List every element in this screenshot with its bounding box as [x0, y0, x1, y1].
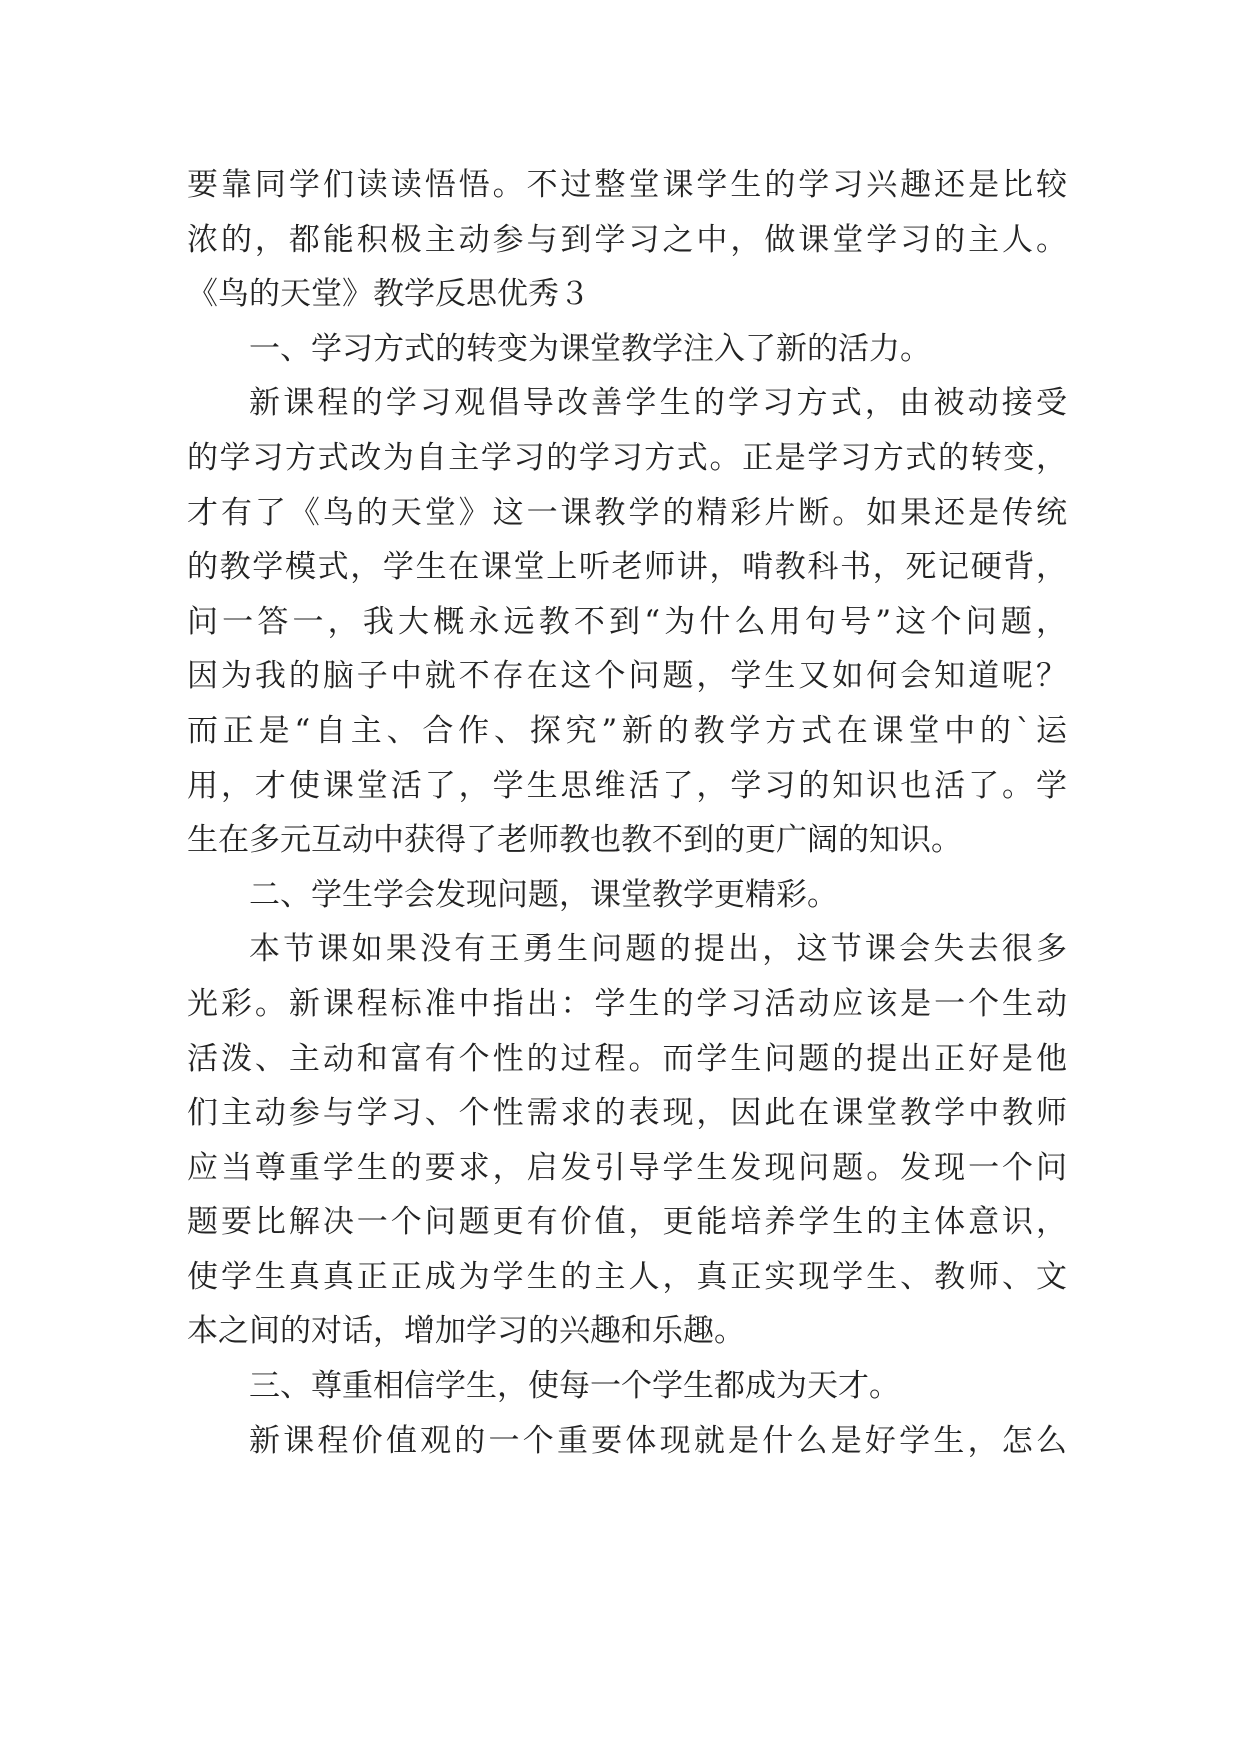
text-line: 问一答一，我大概永远教不到“为什么用句号”这个问题， [187, 603, 1067, 640]
text-line: 应当尊重学生的要求，启发引导学生发现问题。发现一个问 [187, 1149, 1067, 1186]
text-line: 们主动参与学习、个性需求的表现，因此在课堂教学中教师 [187, 1095, 1067, 1132]
text-line: 题要比解决一个问题更有价值，更能培养学生的主体意识， [187, 1204, 1067, 1241]
text-line: 的学习方式改为自主学习的学习方式。正是学习方式的转变， [187, 439, 1067, 476]
text-line: 本节课如果没有王勇生问题的提出，这节课会失去很多 [249, 931, 1067, 968]
text-line: 因为我的脑子中就不存在这个问题，学生又如何会知道呢？ [187, 658, 1067, 695]
text-line: 而正是“自主、合作、探究”新的教学方式在课堂中的`运 [187, 712, 1067, 749]
text-line: 活泼、主动和富有个性的过程。而学生问题的提出正好是他 [187, 1040, 1067, 1077]
text-line: 光彩。新课程标准中指出：学生的学习活动应该是一个生动 [187, 985, 1067, 1022]
text-line: 用，才使课堂活了，学生思维活了，学习的知识也活了。学 [187, 767, 1067, 804]
text-line: 要靠同学们读读悟悟。不过整堂课学生的学习兴趣还是比较 [187, 167, 1067, 203]
text-line: 使学生真真正正成为学生的主人，真正实现学生、教师、文 [187, 1258, 1067, 1295]
subheading: 二、学生学会发现问题，课堂教学更精彩。 [249, 876, 838, 913]
body-text [187, 158, 1067, 1468]
text-line: 的教学模式，学生在课堂上听老师讲，啃教科书，死记硬背， [187, 549, 1067, 586]
text-line: 新课程价值观的一个重要体现就是什么是好学生，怎么 [249, 1422, 1067, 1459]
text-line: 新课程的学习观倡导改善学生的学习方式，由被动接受 [249, 385, 1067, 422]
subheading: 一、学习方式的转变为课堂教学注入了新的活力。 [249, 330, 931, 367]
text-line: 生在多元互动中获得了老师教也教不到的更广阔的知识。 [187, 822, 962, 859]
text-line: 浓的，都能积极主动参与到学习之中，做课堂学习的主人。 [187, 221, 1067, 258]
text-line: 本之间的对话，增加学习的兴趣和乐趣。 [187, 1313, 745, 1350]
text-line: 才有了《鸟的天堂》这一课教学的精彩片断。如果还是传统 [187, 494, 1067, 531]
subheading: 三、尊重相信学生，使每一个学生都成为天才。 [249, 1368, 900, 1405]
section-heading: 《鸟的天堂》教学反思优秀３ [187, 276, 590, 313]
